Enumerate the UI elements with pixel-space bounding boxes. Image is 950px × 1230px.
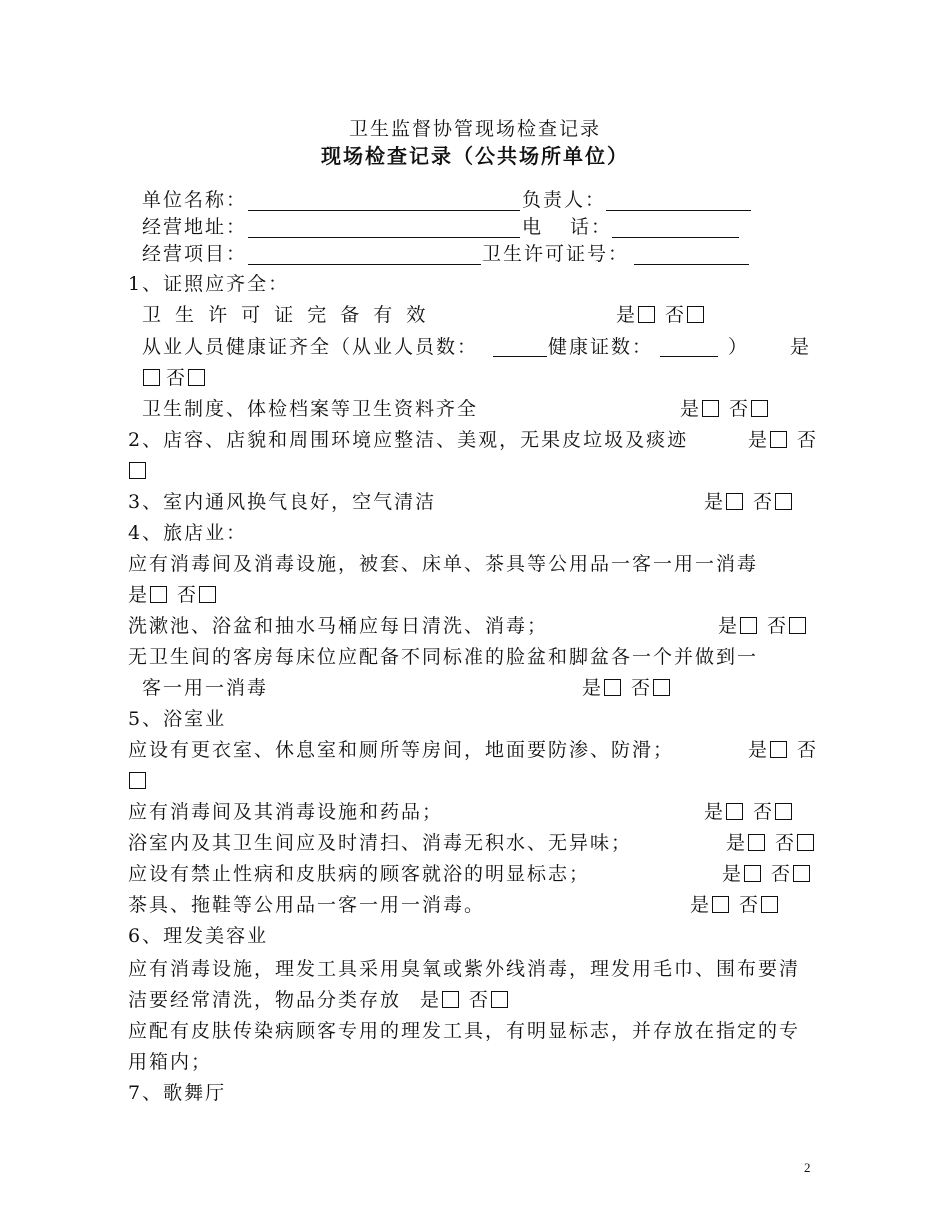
yes-label: 是 bbox=[748, 739, 770, 761]
person-in-charge-field[interactable] bbox=[606, 210, 751, 211]
item-special-tools-a: 应配有皮肤传染病顾客专用的理发工具，有明显标志，并存放在指定的专 bbox=[128, 1020, 801, 1042]
yes-checkbox[interactable] bbox=[744, 865, 761, 882]
checkbox-group-s5-3 bbox=[726, 831, 814, 855]
no-label: 否 bbox=[739, 894, 761, 916]
yes-label: 是 bbox=[420, 989, 442, 1011]
yes-checkbox[interactable] bbox=[442, 991, 459, 1008]
yes-label: 是 bbox=[128, 584, 150, 606]
yes-label: 是 bbox=[616, 304, 638, 326]
checkbox-group-s5-1 bbox=[748, 738, 818, 762]
business-label: 经营项目： bbox=[142, 243, 248, 265]
checkbox-group-docs bbox=[680, 397, 768, 421]
phone-label-b: 话： bbox=[570, 216, 613, 238]
item-barber-tools-a: 应有消毒设施，理发工具采用臭氧或紫外线消毒，理发用毛巾、围布要清 bbox=[128, 958, 801, 980]
checkbox-group-s3 bbox=[704, 490, 792, 514]
item-basins-b: 客一用一消毒 bbox=[142, 677, 269, 699]
yes-label: 是 bbox=[790, 336, 812, 358]
item-no-disease-sign: 应设有禁止性病和皮肤病的顾客就浴的明显标志； bbox=[128, 863, 591, 885]
item-changing-room: 应设有更衣室、休息室和厕所等房间，地面要防渗、防滑； bbox=[128, 739, 675, 761]
section-5-heading: 5、浴室业 bbox=[128, 708, 227, 730]
no-checkbox[interactable] bbox=[789, 617, 806, 634]
no-label: 否 bbox=[469, 989, 491, 1011]
business-field[interactable] bbox=[248, 264, 481, 265]
no-label: 否 bbox=[177, 584, 199, 606]
yes-checkbox[interactable] bbox=[740, 617, 757, 634]
person-in-charge-label: 负责人： bbox=[522, 189, 607, 211]
no-label: 否 bbox=[753, 801, 775, 823]
no-checkbox[interactable] bbox=[797, 834, 814, 851]
page-number: 2 bbox=[804, 1160, 811, 1175]
section-7-heading: 7、歌舞厅 bbox=[128, 1082, 227, 1104]
no-label: 否 bbox=[767, 615, 789, 637]
document-subtitle: 现场检查记录（公共场所单位） bbox=[321, 144, 629, 168]
no-checkbox[interactable] bbox=[199, 586, 216, 603]
checkbox-group-s5-4 bbox=[722, 862, 810, 886]
license-no-field[interactable] bbox=[634, 264, 749, 265]
item-health-cert-a: 从业人员健康证齐全（从业人员数： bbox=[142, 336, 479, 358]
yes-label: 是 bbox=[680, 398, 702, 420]
no-checkbox[interactable] bbox=[751, 400, 768, 417]
item-special-tools-b: 用箱内； bbox=[128, 1051, 213, 1073]
checkbox-group-s4-2 bbox=[718, 614, 806, 638]
no-checkbox[interactable] bbox=[687, 306, 704, 323]
no-checkbox[interactable] bbox=[188, 369, 205, 386]
checkbox-group-s5-2 bbox=[704, 800, 792, 824]
section-4-heading: 4、旅店业： bbox=[128, 522, 248, 544]
item-barber-tools-b: 洁要经常清洗，物品分类存放 bbox=[128, 989, 402, 1011]
yes-label: 是 bbox=[690, 894, 712, 916]
item-basins-a: 无卫生间的客房每床位应配备不同标准的脸盆和脚盆各一个并做到一 bbox=[128, 646, 759, 668]
phone-label-a: 电 bbox=[522, 216, 544, 238]
section-2-text: 2、店容、店貌和周围环境应整洁、美观，无果皮垃圾及痰迹 bbox=[128, 429, 689, 451]
staff-count-field[interactable] bbox=[493, 356, 547, 357]
checkbox-group-license bbox=[616, 303, 704, 327]
unit-name-field[interactable] bbox=[248, 210, 520, 211]
no-checkbox-s2 bbox=[128, 459, 146, 483]
yes-checkbox[interactable] bbox=[748, 834, 765, 851]
item-health-cert-b: 健康证数： bbox=[548, 336, 654, 358]
section-3-text: 3、室内通风换气良好，空气清洁 bbox=[128, 491, 437, 513]
item-health-cert-c: ） bbox=[728, 336, 750, 358]
no-checkbox[interactable] bbox=[653, 679, 670, 696]
address-label: 经营地址： bbox=[142, 216, 248, 238]
yes-label: 是 bbox=[726, 832, 748, 854]
yes-label: 是 bbox=[704, 801, 726, 823]
checkbox-group-s5-5 bbox=[690, 893, 778, 917]
checkbox-group-s2 bbox=[748, 428, 818, 452]
section-6-heading: 6、理发美容业 bbox=[128, 925, 269, 947]
no-label: 否 bbox=[771, 863, 793, 885]
item-bathroom-clean: 浴室内及其卫生间应及时清扫、消毒无积水、无异味； bbox=[128, 832, 633, 854]
no-label: 否 bbox=[665, 304, 687, 326]
yes-label: 是 bbox=[718, 615, 740, 637]
item-disinfection-room: 应有消毒间及消毒设施，被套、床单、茶具等公用品一客一用一消毒 bbox=[128, 553, 759, 575]
yes-label: 是 bbox=[582, 677, 604, 699]
no-checkbox[interactable] bbox=[775, 803, 792, 820]
yes-checkbox[interactable] bbox=[712, 896, 729, 913]
item-hygiene-docs: 卫生制度、体检档案等卫生资料齐全 bbox=[142, 398, 479, 420]
yes-checkbox[interactable] bbox=[726, 493, 743, 510]
yes-checkbox[interactable] bbox=[726, 803, 743, 820]
phone-field[interactable] bbox=[612, 237, 739, 238]
license-no-label: 卫生许可证号： bbox=[482, 243, 630, 265]
address-field[interactable] bbox=[248, 237, 520, 238]
yes-label: 是 bbox=[722, 863, 744, 885]
no-label: 否 bbox=[775, 832, 797, 854]
yes-checkbox[interactable] bbox=[150, 586, 167, 603]
no-label: 否 bbox=[797, 429, 819, 451]
item-license-valid: 卫 生 许 可 证 完 备 有 效 bbox=[142, 304, 430, 326]
no-checkbox[interactable] bbox=[793, 865, 810, 882]
unit-name-label: 单位名称： bbox=[142, 189, 248, 211]
item-disinfection-drugs: 应有消毒间及其消毒设施和药品； bbox=[128, 801, 444, 823]
yes-checkbox[interactable] bbox=[770, 431, 787, 448]
no-checkbox[interactable] bbox=[775, 493, 792, 510]
section-1-heading: 1、证照应齐全： bbox=[128, 273, 290, 295]
no-label: 否 bbox=[797, 739, 819, 761]
no-checkbox-s5-1 bbox=[128, 769, 146, 793]
no-checkbox[interactable] bbox=[491, 991, 508, 1008]
yes-checkbox[interactable] bbox=[638, 306, 655, 323]
yes-label: 是 bbox=[748, 429, 770, 451]
yes-label: 是 bbox=[704, 491, 726, 513]
checkbox-group-health-cert bbox=[142, 366, 205, 390]
no-label: 否 bbox=[729, 398, 751, 420]
item-daily-cleaning: 洗漱池、浴盆和抽水马桶应每日清洗、消毒； bbox=[128, 615, 549, 637]
no-checkbox[interactable] bbox=[761, 896, 778, 913]
no-label: 否 bbox=[631, 677, 653, 699]
no-label: 否 bbox=[166, 367, 188, 389]
no-checkbox[interactable] bbox=[129, 462, 146, 479]
cert-count-field[interactable] bbox=[660, 356, 718, 357]
yes-checkbox[interactable] bbox=[702, 400, 719, 417]
no-label: 否 bbox=[753, 491, 775, 513]
checkbox-group-s4-3 bbox=[582, 676, 670, 700]
document-title: 卫生监督协管现场检查记录 bbox=[348, 118, 601, 140]
yes-checkbox[interactable] bbox=[770, 741, 787, 758]
yes-checkbox[interactable] bbox=[604, 679, 621, 696]
checkbox-group-s6-1 bbox=[420, 988, 508, 1012]
yes-checkbox[interactable] bbox=[143, 369, 160, 386]
item-slippers: 茶具、拖鞋等公用品一客一用一消毒。 bbox=[128, 894, 486, 916]
checkbox-group-s4-1 bbox=[128, 583, 216, 607]
no-checkbox[interactable] bbox=[129, 772, 146, 789]
